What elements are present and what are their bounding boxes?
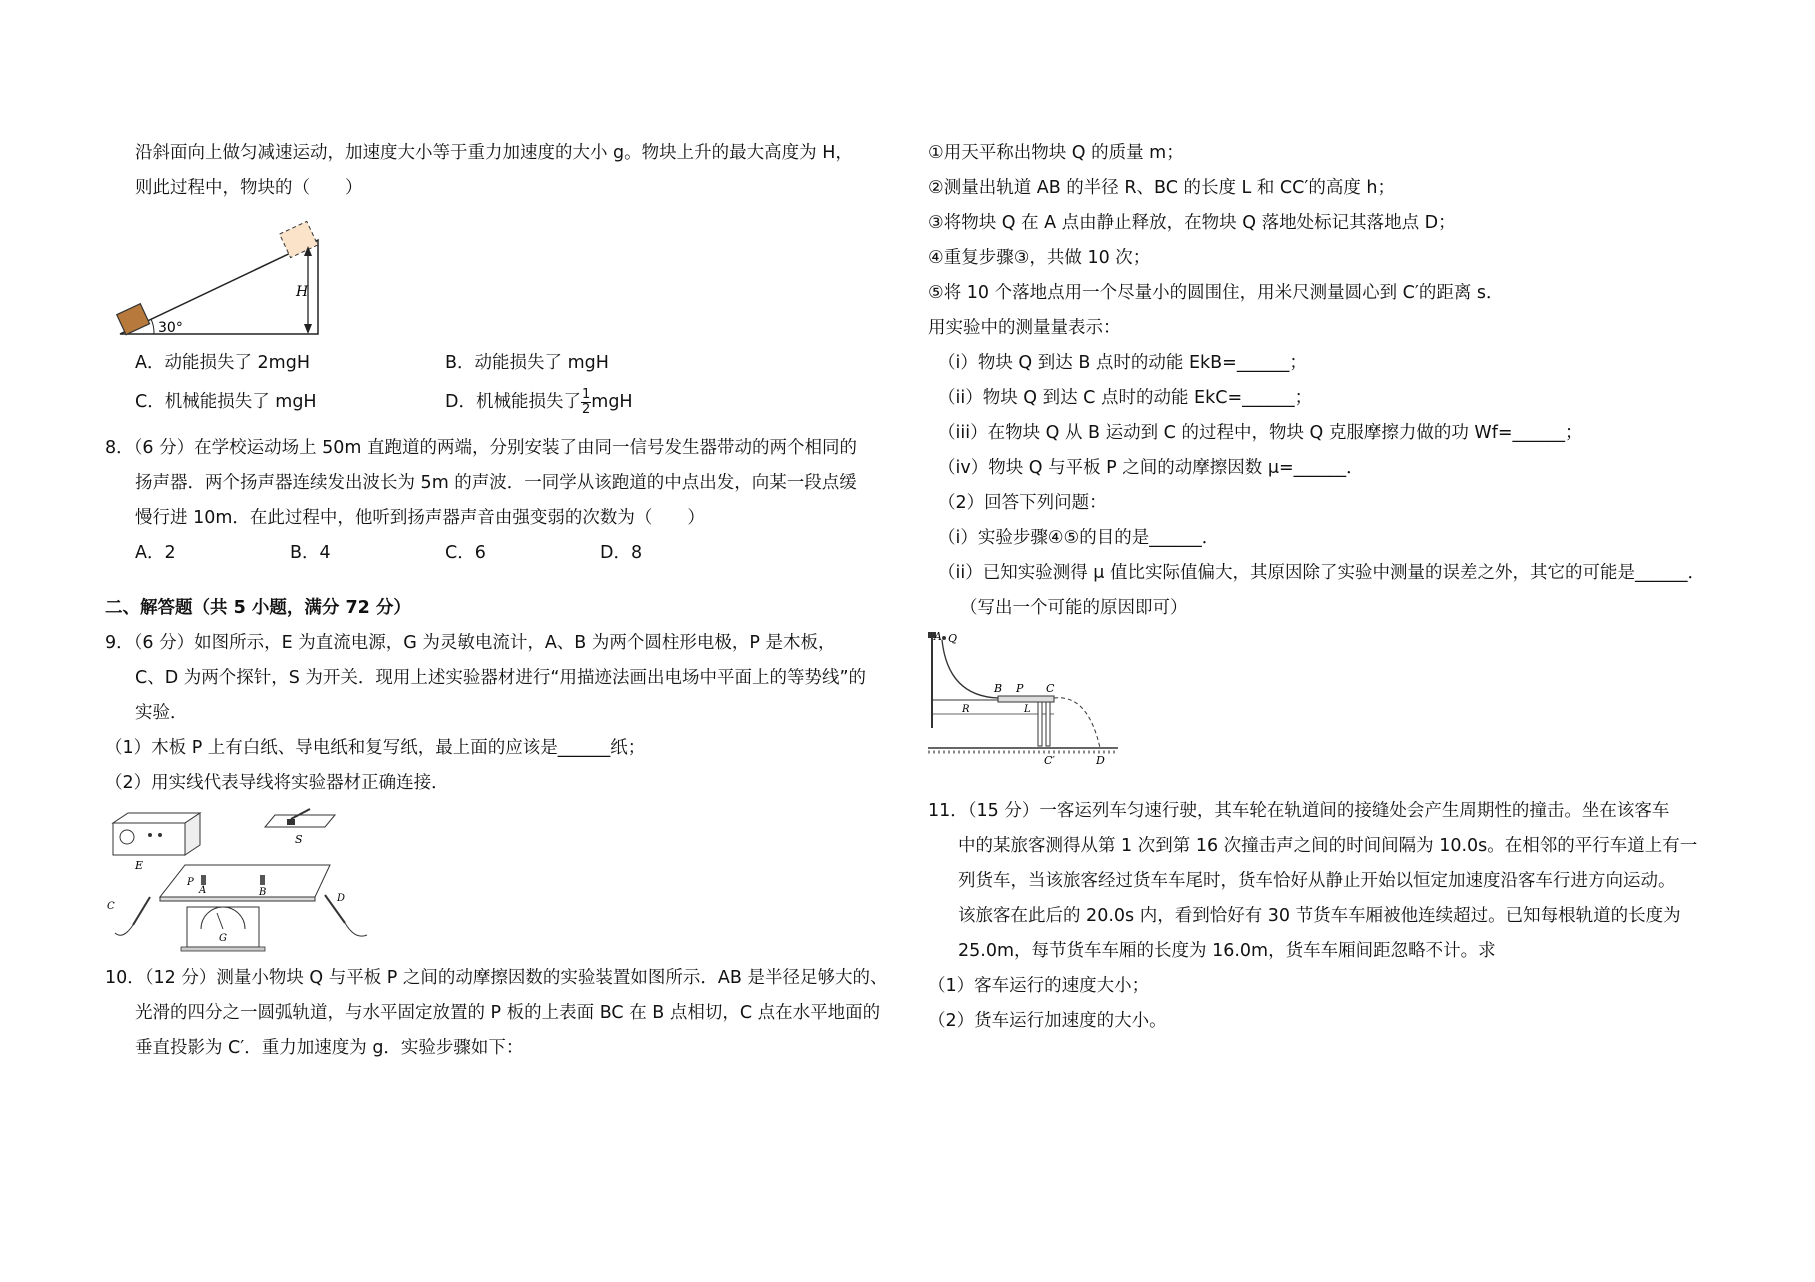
label-l: L xyxy=(1024,704,1031,715)
q11-line-5: 25.0m，每节货车车厢的长度为 16.0m，货车车厢间距忽略不计。求 xyxy=(958,941,1496,961)
part-2-heading: （2）回答下列问题： xyxy=(938,493,1107,513)
q11-line-3: 列货车，当该旅客经过货车车尾时，货车恰好从静止开始以恒定加速度沿客车行进方向运动。 xyxy=(958,871,1676,891)
section-2-heading: 二、解答题（共 5 小题，满分 72 分） xyxy=(105,598,411,618)
sub-question-ii: （ii）物块 Q 到达 C 点时的动能 EkC=______； xyxy=(938,388,1313,408)
right-column xyxy=(928,136,1728,1039)
label-a: A xyxy=(199,885,207,896)
q7-option-d-text: D．机械能损失了 xyxy=(445,392,581,412)
q7-option-c: C．机械能损失了 mgH xyxy=(135,392,317,412)
label-a: A xyxy=(934,630,942,643)
step-5: ⑤将 10 个落地点用一个尽量小的圆围住，用米尺测量圆心到 C′的距离 s． xyxy=(928,283,1504,303)
track-figure xyxy=(928,628,1128,768)
q9-line-2: C、D 为两个探针，S 为开关．现用上述实验器材进行“用描迹法画出电场中平面上的等势线”的 xyxy=(135,668,867,688)
q10-line-3: 垂直投影为 C′．重力加速度为 g．实验步骤如下： xyxy=(135,1038,524,1058)
fraction-half xyxy=(581,388,591,417)
q7-options-row-1 xyxy=(105,346,905,381)
label-p: P xyxy=(187,877,194,888)
part-2-ii: （ii）已知实验测得 μ 值比实际值偏大，其原因除了实验中测量的误差之外，其它的可能是______． xyxy=(938,563,1705,583)
q7-option-d xyxy=(445,381,633,423)
q11-line-2: 中的某旅客测得从第 1 次到第 16 次撞击声之间的时间间隔为 10.0s。在相邻的平行车道上有一 xyxy=(958,836,1698,856)
step-1: ①用天平称出物块 Q 的质量 m； xyxy=(928,143,1184,163)
q8-line-3: 慢行进 10m．在此过程中，他听到扬声器声音由强变弱的次数为（ ） xyxy=(135,508,705,528)
label-e: E xyxy=(135,859,144,872)
label-b: B xyxy=(994,682,1003,695)
q8-option-c: C．6 xyxy=(445,543,486,563)
label-s: S xyxy=(295,833,303,846)
wood-board xyxy=(160,865,330,901)
q8-line-1: 8．（6 分）在学校运动场上 50m 直跑道的两端，分别安装了由同一信号发生器带动的两个相同的 xyxy=(105,438,858,458)
switch xyxy=(265,809,335,846)
block-top xyxy=(280,221,318,257)
q10-line-1: 10．（12 分）测量小物块 Q 与平板 P 之间的动摩擦因数的实验装置如图所示．AB 是半径足够大的、 xyxy=(105,968,888,988)
q9-line-1: 9．（6 分）如图所示，E 为直流电源，G 为灵敏电流计，A、B 为两个圆柱形电极，P 是木板， xyxy=(105,633,836,653)
q7-option-d-unit: mgH xyxy=(591,392,633,412)
sub-question-iv: （iv）物块 Q 与平板 P 之间的动摩擦因数 μ=______． xyxy=(938,458,1364,478)
q7-line-1: 沿斜面向上做匀减速运动，加速度大小等于重力加速度的大小 g。物块上升的最大高度为 H， xyxy=(135,143,853,163)
sub-question-iii: （iii）在物块 Q 从 B 运动到 C 的过程中，物块 Q 克服摩擦力做的功 Wf=______； xyxy=(938,423,1583,443)
incline-figure xyxy=(110,206,350,346)
q7-option-b: B．动能损失了 mgH xyxy=(445,353,609,373)
label-r: R xyxy=(962,704,970,715)
circuit-figure xyxy=(105,805,405,955)
q11-line-1: 11．（15 分）一客运列车匀速行驶，其车轮在轨道间的接缝处会产生周期性的撞击。坐在该客车 xyxy=(928,801,1670,821)
fraction-denominator: 2 xyxy=(581,401,591,417)
q8-option-a: A．2 xyxy=(135,543,176,563)
q11-part-1: （1）客车运行的速度大小； xyxy=(928,976,1150,996)
power-source xyxy=(113,813,200,872)
label-p: P xyxy=(1016,682,1024,695)
label-d: D xyxy=(337,893,346,904)
step-2: ②测量出轨道 AB 的半径 R、BC 的长度 L 和 CC′的高度 h； xyxy=(928,178,1395,198)
label-b: B xyxy=(259,887,267,898)
part-2-i: （i）实验步骤④⑤的目的是______． xyxy=(938,528,1220,548)
probe-d xyxy=(325,893,367,936)
measurement-prompt: 用实验中的测量量表示： xyxy=(928,318,1121,338)
q8-option-b: B．4 xyxy=(290,543,331,563)
q9-part-2: （2）用实线代表导线将实验器材正确连接． xyxy=(105,773,449,793)
galvanometer xyxy=(181,907,265,951)
q9-line-3: 实验． xyxy=(135,703,188,723)
q7-options-row-2 xyxy=(105,381,905,423)
label-c-prime: C′ xyxy=(1044,754,1055,767)
q7-option-a: A．动能损失了 2mgH xyxy=(135,353,310,373)
label-c: C xyxy=(107,901,115,912)
sub-question-i: （i）物块 Q 到达 B 点时的动能 EkB=______； xyxy=(938,353,1307,373)
q8-line-2: 扬声器．两个扬声器连续发出波长为 5m 的声波．一同学从该跑道的中点出发，向某一段点缓 xyxy=(135,473,857,493)
q8-options xyxy=(105,536,905,571)
q11-line-4: 该旅客在此后的 20.0s 内，看到恰好有 30 节货车车厢被他连续超过。已知每根轨道的长度为 xyxy=(958,906,1681,926)
left-column xyxy=(105,136,905,1066)
q7-line-2: 则此过程中，物块的（ ） xyxy=(135,178,363,198)
fraction-numerator: 1 xyxy=(581,386,591,402)
q9-part-1: （1）木板 P 上有白纸、导电纸和复写纸，最上面的应该是______纸； xyxy=(105,738,646,758)
q8-option-d: D．8 xyxy=(600,543,643,563)
label-g: G xyxy=(219,933,227,944)
angle-label: 30° xyxy=(158,320,183,336)
height-label: H xyxy=(296,284,309,300)
step-4: ④重复步骤③，共做 10 次； xyxy=(928,248,1151,268)
label-q: Q xyxy=(948,632,958,645)
probe-c xyxy=(107,897,150,935)
q11-part-2: （2）货车运行加速度的大小。 xyxy=(928,1011,1167,1031)
part-2-ii-note: （写出一个可能的原因即可） xyxy=(960,598,1188,618)
label-c-top: C xyxy=(1046,682,1055,695)
label-d: D xyxy=(1096,754,1105,767)
block-bottom xyxy=(117,304,150,335)
q10-line-2: 光滑的四分之一圆弧轨道，与水平固定放置的 P 板的上表面 BC 在 B 点相切，C 点在水平地面的 xyxy=(135,1003,881,1023)
step-3: ③将物块 Q 在 A 点由静止释放，在物块 Q 落地处标记其落地点 D； xyxy=(928,213,1456,233)
